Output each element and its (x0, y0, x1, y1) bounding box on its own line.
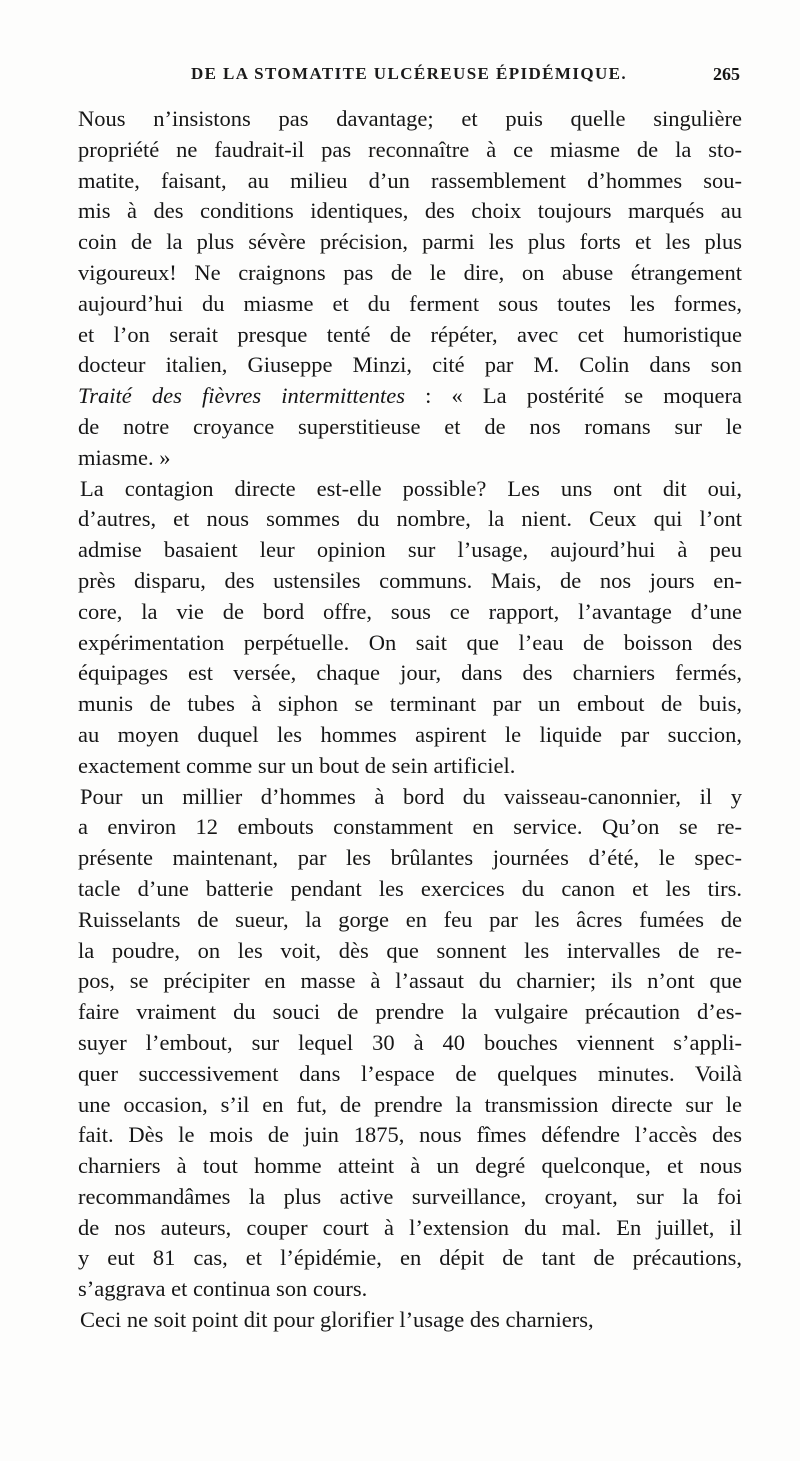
paragraph (78, 1305, 742, 1336)
text-line: Ruisselants de sueur, la gorge en feu par les âcres fumées de (78, 906, 742, 932)
text-line: coin de la plus sévère précision, parmi les plus forts et les plus (78, 229, 742, 255)
paragraph (78, 474, 742, 782)
text-line: au moyen duquel les hommes aspirent le liquide par succion, (78, 721, 742, 747)
text-line: munis de tubes à siphon se terminant par un embout de buis, (78, 691, 742, 717)
text-line: Pour un millier d’hommes à bord du vaisseau-canonnier, il y (80, 783, 742, 809)
text-line: docteur italien, Giuseppe Minzi, cité par M. Colin dans son (78, 352, 742, 378)
text-line: d’autres, et nous sommes du nombre, la nient. Ceux qui l’ont (78, 506, 742, 532)
text-line: Nous n’insistons pas davantage; et puis quelle singulière (78, 106, 742, 131)
text-line: la poudre, on les voit, dès que sonnent les intervalles de re- (78, 937, 742, 963)
text-line: admise basaient leur opinion sur l’usage, aujourd’hui à peu (78, 537, 742, 563)
page-number: 265 (713, 64, 740, 84)
text-line: tacle d’une batterie pendant les exercices du canon et les tirs. (78, 875, 742, 901)
text-line: y eut 81 cas, et l’épidémie, en dépit de tant de précautions, (78, 1245, 742, 1271)
text-line: suyer l’embout, sur lequel 30 à 40 bouches viennent s’appli- (78, 1029, 742, 1055)
text-line: mis à des conditions identiques, des choix toujours marqués au (78, 198, 742, 224)
text-line: recommandâmes la plus active surveillance, croyant, sur la foi (78, 1183, 742, 1209)
text-line: quer successivement dans l’espace de quelques minutes. Voilà (78, 1060, 742, 1086)
running-header (78, 64, 740, 96)
text-line: exactement comme sur un bout de sein artificiel. (78, 752, 516, 778)
text-line: et l’on serait presque tenté de répéter, avec cet humoristique (78, 321, 742, 347)
running-title: DE LA STOMATITE ULCÉREUSE ÉPIDÉMIQUE. (190, 64, 628, 83)
text-line: miasme. » (78, 444, 171, 470)
text-line: faire vraiment du souci de prendre la vulgaire précaution d’es- (78, 999, 742, 1025)
text-line: expérimentation perpétuelle. On sait que l’eau de boisson des (78, 629, 742, 655)
paragraph (78, 104, 742, 474)
text-line: vigoureux! Ne craignons pas de le dire, on abuse étrangement (78, 259, 742, 285)
book-title-italic: Traité des fièvres intermittentes (78, 383, 406, 409)
body-text (78, 104, 742, 1336)
text-line: La contagion directe est-elle possible? Les uns ont dit oui, (80, 475, 742, 501)
text-line: Ceci ne soit point dit pour glorifier l’usage des charniers, (80, 1307, 594, 1333)
text-line: pos, se précipiter en masse à l’assaut du charnier; ils n’ont que (78, 968, 742, 994)
text-line: matite, faisant, au milieu d’un rassemblement d’hommes sou- (78, 167, 742, 193)
text-line: Traité des fièvres intermittentes : « La postérité se moquera (78, 383, 742, 409)
text-line: aujourd’hui du miasme et du ferment sous toutes les formes, (78, 290, 742, 316)
text-line: de nos auteurs, couper court à l’extension du mal. En juillet, il (78, 1214, 742, 1240)
text-line: a environ 12 embouts constamment en service. Qu’on se re- (78, 814, 742, 840)
text-line: près disparu, des ustensiles communs. Mais, de nos jours en- (78, 567, 742, 593)
text-line: fait. Dès le mois de juin 1875, nous fîmes défendre l’accès des (78, 1122, 742, 1148)
text-line: une occasion, s’il en fut, de prendre la transmission directe sur le (78, 1091, 742, 1117)
text-line: charniers à tout homme atteint à un degré quelconque, et nous (78, 1153, 742, 1179)
text-line: de notre croyance superstitieuse et de nos romans sur le (78, 413, 742, 439)
text-line: propriété ne faudrait-il pas reconnaître à ce miasme de la sto- (78, 136, 742, 162)
text-line: présente maintenant, par les brûlantes journées d’été, le spec- (78, 845, 742, 871)
text-line: core, la vie de bord offre, sous ce rapport, l’avantage d’une (78, 598, 742, 624)
paragraph (78, 782, 742, 1306)
text-line: s’aggrava et continua son cours. (78, 1276, 368, 1302)
text-line: équipages est versée, chaque jour, dans des charniers fermés, (78, 660, 742, 686)
